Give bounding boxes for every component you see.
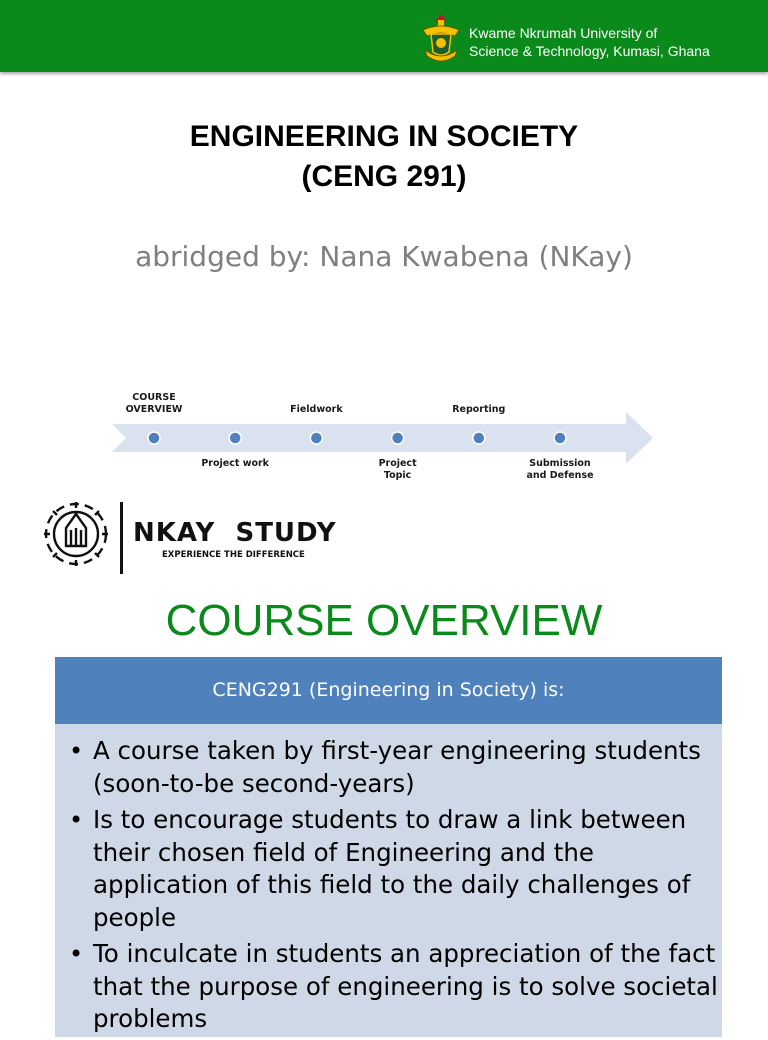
university-name <box>469 24 710 60</box>
timeline-label-line1: Fieldwork <box>290 404 343 415</box>
overview-bullet <box>69 735 719 800</box>
logo-tagline: EXPERIENCE THE DIFFERENCE <box>162 550 305 560</box>
title-line1: ENGINEERING IN SOCIETY <box>189 120 579 153</box>
timeline-dot <box>554 432 566 444</box>
timeline-label <box>271 404 361 416</box>
author-subtitle: abridged by: Nana Kwabena (NKay) <box>135 240 633 273</box>
overview-box <box>55 657 722 1037</box>
timeline-label-line1: Submission <box>529 458 591 469</box>
bullet-dot-icon: • <box>69 940 84 968</box>
timeline-label <box>190 458 280 470</box>
nkay-study-logo <box>38 494 348 576</box>
section-title: COURSE OVERVIEW <box>165 596 603 645</box>
university-name-line2: Science & Technology, Kumasi, Ghana <box>469 43 710 59</box>
timeline-dot <box>392 432 404 444</box>
timeline-label-line2: and Defense <box>526 470 594 481</box>
bullet-dot-icon: • <box>69 806 84 834</box>
page-title <box>0 117 768 197</box>
timeline-label-line1: Project <box>378 458 417 469</box>
overview-bullet-text: To inculcate in students an appreciation of the fact that the purpose of engineering is to solve societal problems <box>93 939 718 1033</box>
timeline-dot <box>473 432 485 444</box>
logo-divider <box>120 502 123 574</box>
timeline-label-line2: OVERVIEW <box>125 404 183 415</box>
course-timeline <box>112 388 657 488</box>
timeline-label <box>109 392 199 416</box>
timeline-label <box>515 458 605 482</box>
timeline-label-line1: Reporting <box>452 404 506 415</box>
timeline-dot <box>229 432 241 444</box>
overview-bullet <box>69 804 719 934</box>
timeline-label <box>434 404 524 416</box>
gear-pencil-logo-icon <box>38 494 128 576</box>
timeline-label-line1: COURSE <box>132 392 176 403</box>
overview-bullet-text: Is to encourage students to draw a link between their chosen field of Engineering and the application of this field to the daily challenges of people <box>93 805 691 932</box>
title-line2: (CENG 291) <box>301 160 467 193</box>
overview-bullet-list <box>69 735 719 1040</box>
logo-brand-text: NKAY STUDY <box>133 518 337 548</box>
timeline-label-line1: Project work <box>201 458 270 469</box>
timeline-dot <box>148 432 160 444</box>
overview-bullet <box>69 938 719 1036</box>
university-name-line1: Kwame Nkrumah University of <box>469 25 658 41</box>
timeline-label <box>353 458 443 482</box>
timeline-dot <box>310 432 322 444</box>
overview-box-heading: CENG291 (Engineering in Society) is: <box>55 657 722 724</box>
timeline-label-line2: Topic <box>383 470 412 481</box>
header-bar <box>0 0 768 72</box>
university-crest-icon <box>419 12 463 64</box>
overview-bullet-text: A course taken by first-year engineering students (soon-to-be second-years) <box>93 736 701 798</box>
bullet-dot-icon: • <box>69 737 84 765</box>
